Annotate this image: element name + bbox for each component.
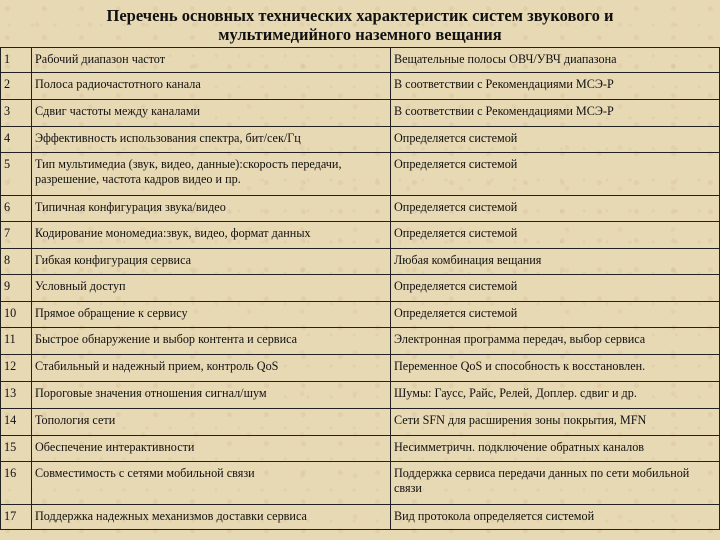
parameter-cell: Быстрое обнаружение и выбор контента и сервиса [32,328,391,355]
value-cell: Сети SFN для расширения зоны покрытия, MFN [391,408,720,435]
parameter-cell: Обеспечение интерактивности [32,436,391,462]
value-cell: Любая комбинация вещания [391,248,720,274]
row-number: 2 [1,73,32,100]
value-cell: Определяется системой [391,302,720,328]
row-number: 4 [1,126,32,152]
table-row [1,222,720,248]
value-cell: В соответствии с Рекомендациями МСЭ-Р [391,100,720,126]
row-number: 13 [1,381,32,408]
parameter-cell: Сдвиг частоты между каналами [32,100,391,126]
value-cell: Несимметричн. подключение обратных каналов [391,436,720,462]
row-number: 11 [1,328,32,355]
table-row [1,248,720,274]
table-row [1,302,720,328]
value-cell: Определяется системой [391,222,720,248]
row-number: 9 [1,274,32,301]
value-cell: Переменное QoS и способность к восстановлен. [391,355,720,381]
row-number: 3 [1,100,32,126]
characteristics-table [0,47,720,530]
table-row [1,48,720,73]
table-row [1,274,720,301]
row-number: 14 [1,408,32,435]
value-cell: Определяется системой [391,152,720,195]
row-number: 12 [1,355,32,381]
value-cell: Электронная программа передач, выбор сервиса [391,328,720,355]
table-row [1,328,720,355]
parameter-cell: Рабочий диапазон частот [32,48,391,73]
row-number: 10 [1,302,32,328]
parameter-cell: Типичная конфигурация звука/видео [32,196,391,222]
value-cell: В соответствии с Рекомендациями МСЭ-Р [391,73,720,100]
row-number: 5 [1,152,32,195]
row-number: 7 [1,222,32,248]
value-cell: Определяется системой [391,274,720,301]
table-row [1,436,720,462]
parameter-cell: Тип мультимедиа (звук, видео, данные):скорость передачи, разрешение, частота кадров видео и пр. [32,152,391,195]
row-number: 16 [1,462,32,504]
value-cell: Поддержка сервиса передачи данных по сети мобильной связи [391,462,720,504]
value-cell: Вид протокола определяется системой [391,504,720,529]
table-row [1,73,720,100]
table-row [1,196,720,222]
parameter-cell: Поддержка надежных механизмов доставки сервиса [32,504,391,529]
parameter-cell: Пороговые значения отношения сигнал/шум [32,381,391,408]
title-line-2: мультимедийного наземного вещания [218,25,502,44]
title-line-1: Перечень основных технических характеристик систем звукового и [106,6,614,25]
table-row [1,462,720,504]
parameter-cell: Кодирование мономедиа:звук, видео, формат данных [32,222,391,248]
parameter-cell: Условный доступ [32,274,391,301]
parameter-cell: Гибкая конфигурация сервиса [32,248,391,274]
value-cell: Определяется системой [391,196,720,222]
table-row [1,408,720,435]
table-row [1,381,720,408]
row-number: 6 [1,196,32,222]
row-number: 1 [1,48,32,73]
parameter-cell: Эффективность использования спектра, бит/сек/Гц [32,126,391,152]
value-cell: Вещательные полосы ОВЧ/УВЧ диапазона [391,48,720,73]
table-row [1,504,720,529]
row-number: 8 [1,248,32,274]
parameter-cell: Топология сети [32,408,391,435]
table-row [1,355,720,381]
parameter-cell: Полоса радиочастотного канала [32,73,391,100]
table-row [1,100,720,126]
table-row [1,152,720,195]
parameter-cell: Совместимость с сетями мобильной связи [32,462,391,504]
value-cell: Шумы: Гаусс, Райс, Релей, Доплер. сдвиг и др. [391,381,720,408]
table-row [1,126,720,152]
value-cell: Определяется системой [391,126,720,152]
parameter-cell: Стабильный и надежный прием, контроль QoS [32,355,391,381]
page-title [0,6,720,44]
row-number: 17 [1,504,32,529]
row-number: 15 [1,436,32,462]
parameter-cell: Прямое обращение к сервису [32,302,391,328]
